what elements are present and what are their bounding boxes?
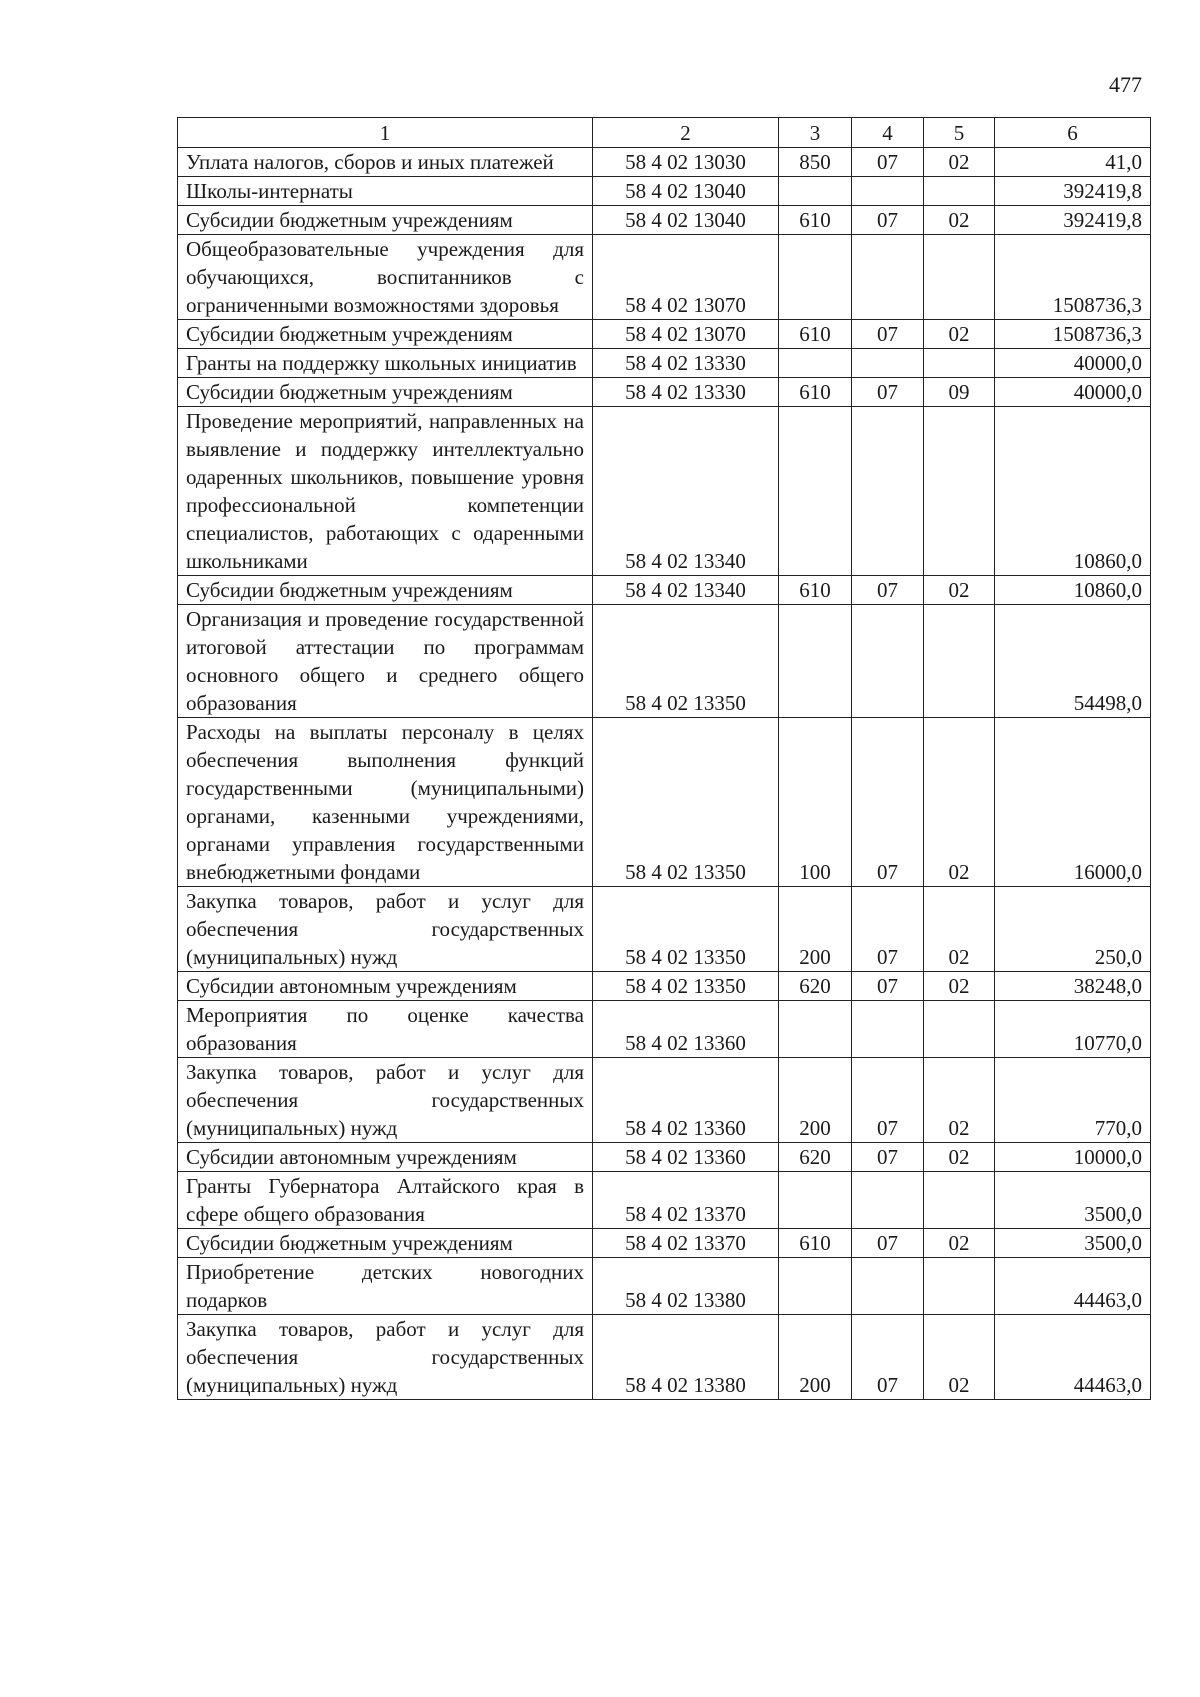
cell-code: 58 4 02 13350	[593, 605, 779, 718]
column-header-2: 2	[593, 118, 779, 148]
column-header-1: 1	[178, 118, 593, 148]
table-row	[178, 1001, 1151, 1058]
table-row	[178, 235, 1151, 320]
cell-subsection: 02	[924, 320, 995, 349]
cell-amount: 10860,0	[995, 576, 1151, 605]
cell-code: 58 4 02 13370	[593, 1172, 779, 1229]
cell-expense-type	[779, 349, 852, 378]
cell-name: Приобретение детских новогодних подарков	[178, 1258, 593, 1315]
table-header-row	[178, 118, 1151, 148]
cell-amount: 54498,0	[995, 605, 1151, 718]
table-row	[178, 1058, 1151, 1143]
cell-subsection: 02	[924, 718, 995, 887]
cell-amount: 392419,8	[995, 206, 1151, 235]
cell-section: 07	[852, 887, 924, 972]
table-row	[178, 887, 1151, 972]
cell-subsection	[924, 1258, 995, 1315]
cell-amount: 40000,0	[995, 378, 1151, 407]
cell-section: 07	[852, 1143, 924, 1172]
cell-subsection: 02	[924, 206, 995, 235]
cell-section	[852, 177, 924, 206]
cell-amount: 44463,0	[995, 1258, 1151, 1315]
cell-section	[852, 235, 924, 320]
cell-name: Организация и проведение государственной итоговой аттестации по программам основного общего и среднего общего образования	[178, 605, 593, 718]
cell-name: Субсидии автономным учреждениям	[178, 1143, 593, 1172]
cell-name: Мероприятия по оценке качества образования	[178, 1001, 593, 1058]
cell-subsection	[924, 1001, 995, 1058]
cell-code: 58 4 02 13370	[593, 1229, 779, 1258]
cell-section	[852, 407, 924, 576]
column-header-5: 5	[924, 118, 995, 148]
cell-section: 07	[852, 1315, 924, 1400]
cell-expense-type	[779, 605, 852, 718]
table-row	[178, 718, 1151, 887]
table-row	[178, 148, 1151, 177]
budget-table	[177, 117, 1151, 1400]
cell-subsection: 02	[924, 1315, 995, 1400]
cell-amount: 41,0	[995, 148, 1151, 177]
cell-amount: 770,0	[995, 1058, 1151, 1143]
cell-name: Расходы на выплаты персоналу в целях обеспечения выполнения функций государственными (муниципальными) органами, казенными учреждениями, органами управления государственными внебюджетными фондами	[178, 718, 593, 887]
cell-subsection: 02	[924, 1229, 995, 1258]
cell-subsection	[924, 177, 995, 206]
column-header-4: 4	[852, 118, 924, 148]
cell-amount: 44463,0	[995, 1315, 1151, 1400]
page-number: 477	[1109, 72, 1142, 97]
cell-code: 58 4 02 13040	[593, 206, 779, 235]
cell-code: 58 4 02 13360	[593, 1001, 779, 1058]
cell-subsection: 02	[924, 972, 995, 1001]
cell-expense-type	[779, 1172, 852, 1229]
cell-expense-type: 610	[779, 320, 852, 349]
cell-expense-type: 100	[779, 718, 852, 887]
cell-section	[852, 605, 924, 718]
cell-amount: 38248,0	[995, 972, 1151, 1001]
column-header-3: 3	[779, 118, 852, 148]
cell-name: Закупка товаров, работ и услуг для обеспечения государственных (муниципальных) нужд	[178, 1058, 593, 1143]
cell-section: 07	[852, 576, 924, 605]
table-row	[178, 177, 1151, 206]
column-header-6: 6	[995, 118, 1151, 148]
table-row	[178, 407, 1151, 576]
cell-subsection: 02	[924, 887, 995, 972]
cell-name: Субсидии бюджетным учреждениям	[178, 206, 593, 235]
cell-amount: 1508736,3	[995, 320, 1151, 349]
cell-amount: 3500,0	[995, 1172, 1151, 1229]
cell-expense-type: 850	[779, 148, 852, 177]
table-row	[178, 972, 1151, 1001]
cell-amount: 16000,0	[995, 718, 1151, 887]
cell-name: Субсидии бюджетным учреждениям	[178, 1229, 593, 1258]
table-row	[178, 349, 1151, 378]
table-row	[178, 1143, 1151, 1172]
cell-subsection: 09	[924, 378, 995, 407]
cell-subsection	[924, 1172, 995, 1229]
table-row	[178, 1229, 1151, 1258]
cell-expense-type	[779, 235, 852, 320]
cell-code: 58 4 02 13330	[593, 349, 779, 378]
cell-subsection	[924, 235, 995, 320]
table-body	[178, 148, 1151, 1400]
cell-amount: 10770,0	[995, 1001, 1151, 1058]
cell-name: Гранты Губернатора Алтайского края в сфере общего образования	[178, 1172, 593, 1229]
cell-code: 58 4 02 13330	[593, 378, 779, 407]
table-row	[178, 206, 1151, 235]
cell-section: 07	[852, 206, 924, 235]
cell-expense-type: 620	[779, 1143, 852, 1172]
cell-subsection: 02	[924, 576, 995, 605]
cell-expense-type	[779, 407, 852, 576]
cell-amount: 250,0	[995, 887, 1151, 972]
cell-name: Субсидии бюджетным учреждениям	[178, 576, 593, 605]
cell-name: Субсидии бюджетным учреждениям	[178, 378, 593, 407]
table-row	[178, 320, 1151, 349]
cell-code: 58 4 02 13350	[593, 887, 779, 972]
table-row	[178, 378, 1151, 407]
cell-section: 07	[852, 1229, 924, 1258]
cell-section: 07	[852, 972, 924, 1001]
cell-expense-type: 200	[779, 1315, 852, 1400]
cell-expense-type: 610	[779, 1229, 852, 1258]
cell-code: 58 4 02 13380	[593, 1315, 779, 1400]
cell-amount: 1508736,3	[995, 235, 1151, 320]
cell-code: 58 4 02 13040	[593, 177, 779, 206]
cell-section	[852, 349, 924, 378]
cell-expense-type	[779, 1001, 852, 1058]
table-row	[178, 1172, 1151, 1229]
cell-section: 07	[852, 378, 924, 407]
cell-code: 58 4 02 13380	[593, 1258, 779, 1315]
cell-expense-type: 610	[779, 206, 852, 235]
cell-expense-type: 610	[779, 576, 852, 605]
cell-code: 58 4 02 13350	[593, 718, 779, 887]
cell-expense-type: 620	[779, 972, 852, 1001]
cell-code: 58 4 02 13340	[593, 576, 779, 605]
cell-name: Гранты на поддержку школьных инициатив	[178, 349, 593, 378]
cell-code: 58 4 02 13340	[593, 407, 779, 576]
table-row	[178, 1258, 1151, 1315]
cell-expense-type: 610	[779, 378, 852, 407]
cell-subsection: 02	[924, 1143, 995, 1172]
cell-subsection	[924, 605, 995, 718]
cell-section: 07	[852, 148, 924, 177]
cell-amount: 3500,0	[995, 1229, 1151, 1258]
cell-name: Проведение мероприятий, направленных на выявление и поддержку интеллектуально одаренных школьников, повышение уровня профессиональной компетенции специалистов, работающих с одаренными школьниками	[178, 407, 593, 576]
cell-expense-type	[779, 1258, 852, 1315]
cell-section	[852, 1172, 924, 1229]
cell-amount: 392419,8	[995, 177, 1151, 206]
cell-name: Закупка товаров, работ и услуг для обеспечения государственных (муниципальных) нужд	[178, 887, 593, 972]
cell-name: Уплата налогов, сборов и иных платежей	[178, 148, 593, 177]
table-row	[178, 1315, 1151, 1400]
cell-code: 58 4 02 13070	[593, 320, 779, 349]
table-row	[178, 576, 1151, 605]
table-row	[178, 605, 1151, 718]
cell-expense-type: 200	[779, 887, 852, 972]
cell-subsection	[924, 407, 995, 576]
cell-name: Субсидии автономным учреждениям	[178, 972, 593, 1001]
cell-expense-type	[779, 177, 852, 206]
cell-section: 07	[852, 1058, 924, 1143]
cell-code: 58 4 02 13360	[593, 1058, 779, 1143]
cell-code: 58 4 02 13360	[593, 1143, 779, 1172]
cell-expense-type: 200	[779, 1058, 852, 1143]
cell-code: 58 4 02 13030	[593, 148, 779, 177]
cell-section	[852, 1001, 924, 1058]
cell-section: 07	[852, 718, 924, 887]
cell-amount: 40000,0	[995, 349, 1151, 378]
cell-section: 07	[852, 320, 924, 349]
cell-name: Общеобразовательные учреждения для обучающихся, воспитанников с ограниченными возможностями здоровья	[178, 235, 593, 320]
cell-name: Школы-интернаты	[178, 177, 593, 206]
cell-section	[852, 1258, 924, 1315]
cell-amount: 10860,0	[995, 407, 1151, 576]
cell-amount: 10000,0	[995, 1143, 1151, 1172]
cell-subsection: 02	[924, 1058, 995, 1143]
cell-name: Субсидии бюджетным учреждениям	[178, 320, 593, 349]
cell-code: 58 4 02 13350	[593, 972, 779, 1001]
cell-code: 58 4 02 13070	[593, 235, 779, 320]
cell-subsection	[924, 349, 995, 378]
cell-subsection: 02	[924, 148, 995, 177]
cell-name: Закупка товаров, работ и услуг для обеспечения государственных (муниципальных) нужд	[178, 1315, 593, 1400]
